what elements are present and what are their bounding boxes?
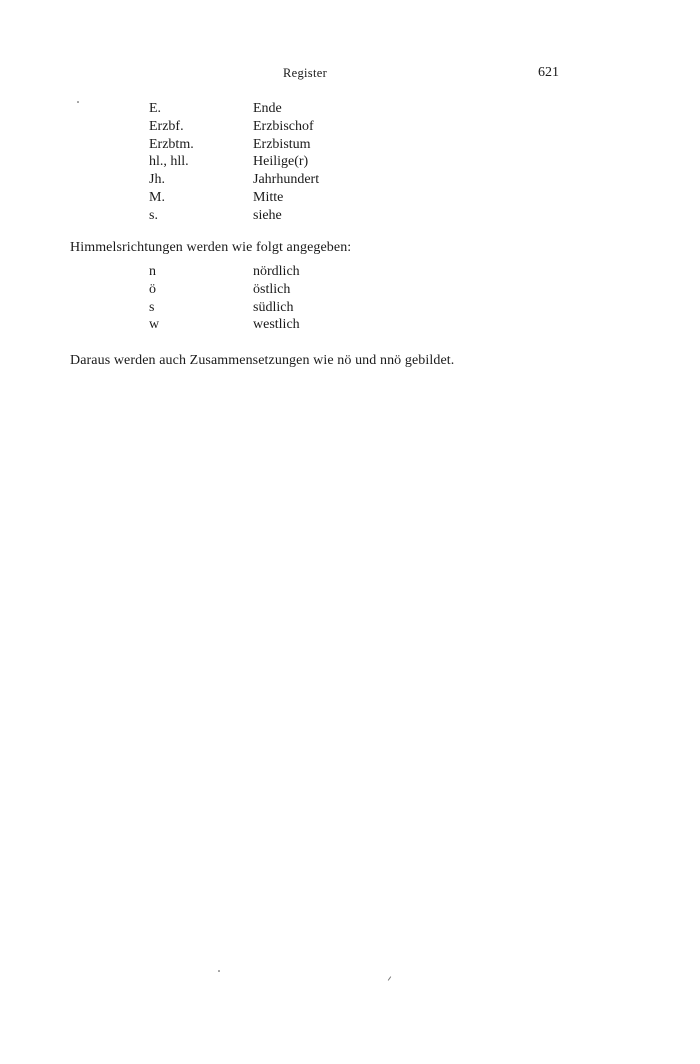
- abbreviation-term: hl., hll.: [149, 154, 189, 170]
- scan-speck: [77, 101, 79, 103]
- abbreviation-row: [149, 100, 319, 118]
- direction-term: w: [149, 317, 160, 333]
- direction-row: [149, 263, 300, 281]
- abbreviation-term: Erzbf.: [149, 118, 184, 134]
- direction-meaning: östlich: [253, 281, 291, 297]
- abbreviation-row: [149, 207, 319, 225]
- page-number: 621: [538, 65, 559, 80]
- directions-list: [149, 263, 300, 334]
- abbreviation-meaning: Erzbischof: [253, 118, 314, 134]
- abbreviation-meaning: Mitte: [253, 189, 284, 205]
- direction-row: [149, 281, 300, 299]
- abbreviation-row: [149, 171, 319, 189]
- abbreviation-term: Jh.: [149, 172, 165, 188]
- abbreviation-row: [149, 189, 319, 207]
- abbreviation-meaning: Erzbistum: [253, 136, 311, 152]
- direction-meaning: südlich: [253, 299, 294, 315]
- abbreviation-row: [149, 118, 319, 136]
- direction-term: n: [149, 264, 156, 279]
- abbreviation-list: [149, 100, 319, 225]
- abbreviation-meaning: siehe: [253, 207, 282, 223]
- direction-row: [149, 299, 300, 317]
- direction-term: s: [149, 299, 155, 315]
- directions-intro-paragraph: Himmelsrichtungen werden wie folgt angegeben:: [70, 240, 352, 255]
- running-title: Register: [282, 66, 328, 80]
- abbreviation-meaning: Ende: [253, 101, 282, 116]
- closing-note-paragraph: Daraus werden auch Zusammensetzungen wie nö und nnö gebildet.: [70, 353, 455, 368]
- direction-meaning: westlich: [253, 317, 300, 333]
- abbreviation-meaning: Jahrhundert: [253, 172, 320, 188]
- scan-speck: [388, 976, 392, 981]
- abbreviation-row: [149, 153, 319, 171]
- scan-speck: [218, 970, 220, 972]
- abbreviation-meaning: Heilige(r): [253, 154, 309, 170]
- abbreviation-term: M.: [149, 189, 165, 205]
- direction-term: ö: [149, 281, 156, 297]
- abbreviation-term: Erzbtm.: [149, 136, 194, 152]
- direction-row: [149, 316, 300, 334]
- abbreviation-term: E.: [149, 101, 162, 116]
- direction-meaning: nördlich: [253, 264, 300, 279]
- abbreviation-row: [149, 136, 319, 154]
- abbreviation-term: s.: [149, 207, 158, 223]
